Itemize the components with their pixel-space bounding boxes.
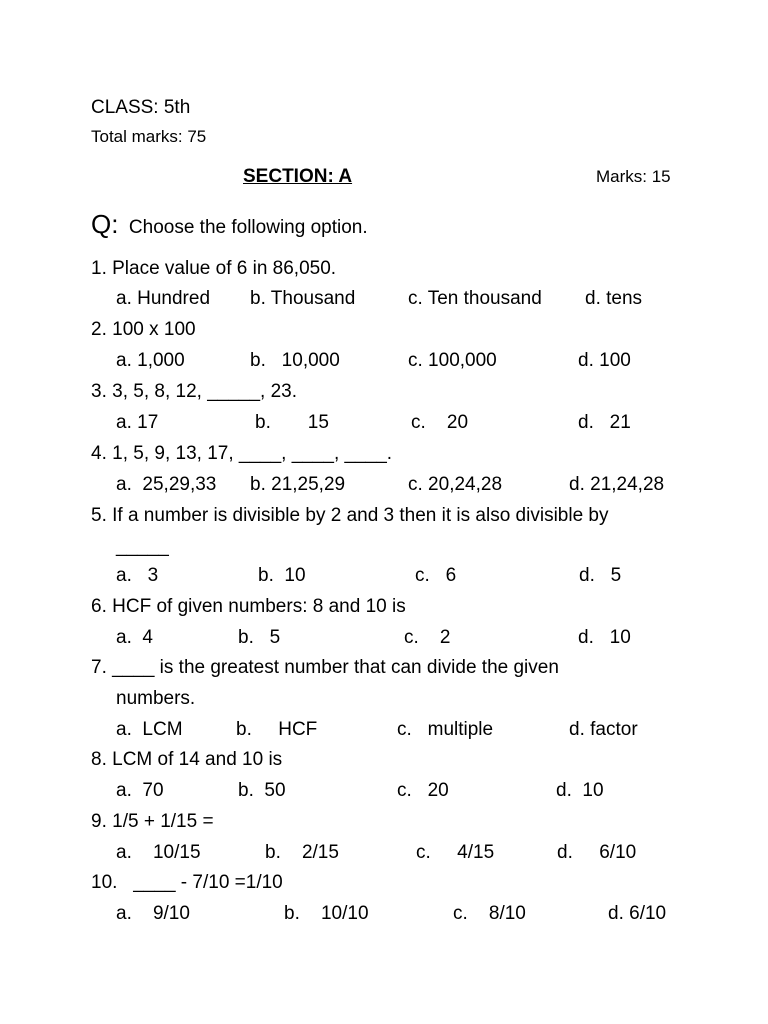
q10-option-d: d. 6/10: [608, 903, 667, 924]
q6-option-c: c. 2: [404, 627, 451, 648]
question-10: 10. ____ - 7/10 =1/10: [91, 872, 283, 893]
question-7: 7. ____ is the greatest number that can divide the given: [91, 657, 559, 678]
q8-option-c: c. 20: [397, 780, 449, 801]
q1-option-a: a. Hundred: [116, 288, 211, 309]
q2-option-a: a. 1,000: [116, 350, 185, 371]
q6-option-a: a. 4: [116, 627, 153, 648]
q9-option-b: b. 2/15: [265, 842, 339, 863]
section-title: SECTION: A: [243, 166, 353, 187]
q1-option-b: b. Thousand: [250, 288, 356, 309]
q6-option-d: d. 10: [578, 627, 631, 648]
q8-option-d: d. 10: [556, 780, 604, 801]
q3-option-d: d. 21: [578, 412, 631, 433]
q10-option-b: b. 10/10: [284, 903, 369, 924]
q7-option-d: d. factor: [569, 719, 638, 740]
q5-option-b: b. 10: [258, 565, 306, 586]
q7-option-b: b. HCF: [236, 719, 318, 740]
q5-option-c: c. 6: [415, 565, 457, 586]
q5-option-d: d. 5: [579, 565, 622, 586]
q4-option-a: a. 25,29,33: [116, 474, 217, 495]
question-4: 4. 1, 5, 9, 13, 17, ____, ____, ____.: [91, 443, 393, 464]
section-marks: Marks: 15: [596, 167, 671, 186]
question-3: 3. 3, 5, 8, 12, _____, 23.: [91, 381, 297, 402]
q4-option-b: b. 21,25,29: [250, 474, 346, 495]
q3-option-b: b. 15: [255, 412, 329, 433]
question-9: 9. 1/5 + 1/15 =: [91, 811, 214, 832]
q2-option-b: b. 10,000: [250, 350, 340, 371]
instruction-text: Choose the following option.: [128, 217, 368, 238]
q3-option-c: c. 20: [411, 412, 469, 433]
class-line: CLASS: 5th: [91, 97, 191, 118]
q5-option-a: a. 3: [116, 565, 159, 586]
question-8: 8. LCM of 14 and 10 is: [91, 749, 283, 770]
q8-option-b: b. 50: [238, 780, 286, 801]
question-5-blank: _____: [116, 536, 169, 557]
q3-option-a: a. 17: [116, 412, 159, 433]
q7-option-c: c. multiple: [397, 719, 494, 740]
q10-option-a: a. 9/10: [116, 903, 190, 924]
q4-option-c: c. 20,24,28: [408, 474, 503, 495]
question-2: 2. 100 x 100: [91, 319, 196, 340]
q4-option-d: d. 21,24,28: [569, 474, 665, 495]
question-1: 1. Place value of 6 in 86,050.: [91, 258, 337, 279]
q2-option-c: c. 100,000: [408, 350, 497, 371]
q1-option-c: c. Ten thousand: [408, 288, 542, 309]
q1-option-d: d. tens: [585, 288, 643, 309]
total-marks: Total marks: 75: [91, 127, 207, 146]
question-7-continuation: numbers.: [116, 688, 196, 709]
q8-option-a: a. 70: [116, 780, 164, 801]
instruction-prefix: Q:: [91, 209, 119, 239]
q9-option-c: c. 4/15: [416, 842, 495, 863]
q7-option-a: a. LCM: [116, 719, 183, 740]
question-5: 5. If a number is divisible by 2 and 3 then it is also divisible by: [91, 505, 609, 526]
q2-option-d: d. 100: [578, 350, 631, 371]
q9-option-a: a. 10/15: [116, 842, 201, 863]
q10-option-c: c. 8/10: [453, 903, 526, 924]
instruction: [91, 211, 368, 237]
q6-option-b: b. 5: [238, 627, 281, 648]
question-6: 6. HCF of given numbers: 8 and 10 is: [91, 596, 406, 617]
q9-option-d: d. 6/10: [557, 842, 637, 863]
